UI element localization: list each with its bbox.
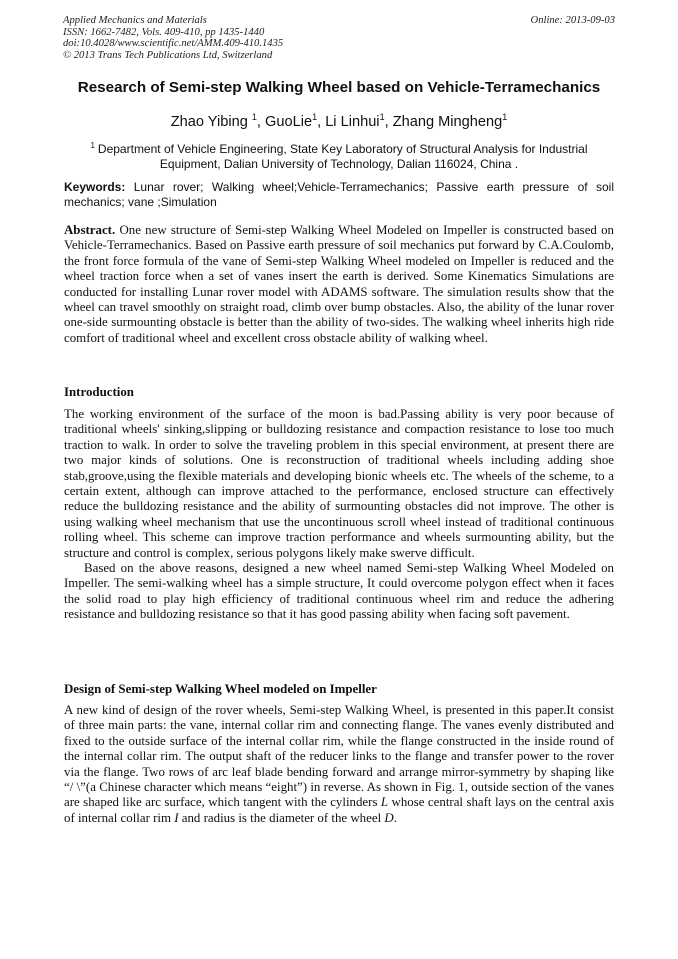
introduction-paragraph-1: The working environment of the surface of the moon is bad.Passing ability is very poor because of traditional wheels' sinking,slipping or bulldozing resistance and compaction resistance to lose too much traction to walk. In order to solve the traveling problem in this special environment, at present there are two major kinds of solutions. One is reconstruction of traditional wheels including adding shoe stab,groove,using the flexible materials and developing bionic wheels etc. The wheels of the scheme, to a certain extent, although can improve attached to the performance, enclosed structure can effectively reduce the bulldozing resistance and the ability of surmounting obstacles did not improve. The other is using walking wheel mechanism that use the uncontinuous scroll wheel instead of traditional continuous rolling wheel. This scheme can improve traction performance and wheels surmounting ability, but the structure and control is complex, serious polygons likely make swerve difficult. [64, 407, 614, 560]
design-body [64, 703, 614, 826]
author-name: Zhao Yibing [170, 114, 252, 130]
variable-L: L [380, 795, 389, 810]
variable-D: D [384, 810, 394, 825]
keywords-block [64, 180, 614, 210]
author-affiliation-mark: 1 [379, 112, 385, 122]
design-text-b: whose central shaft lays on the central axis of internal collar rim [64, 795, 615, 825]
design-text-c: and radius is the diameter of the wheel [178, 810, 385, 825]
author-name: Zhang Mingheng [392, 114, 503, 130]
affiliation-text: Department of Vehicle Engineering, State Key Laboratory of Structural Analysis for Industrial Equipment, Dalian University of Technology, Dalian 116024, China . [97, 142, 588, 171]
design-text-d: . [393, 810, 397, 825]
abstract-label: Abstract. [64, 223, 116, 237]
author-name: GuoLie [265, 114, 313, 130]
abstract-text: One new structure of Semi-step Walking Wheel Modeled on Impeller is constructed based on Vehicle-Terramechanics. Based on Passive earth pressure of soil mechanics put forward by C.A.Coulomb, the front force formula of the vane of Semi-step Walking Wheel modeled on Impeller is reduced and the wheel traction force when a set of vanes insert the earth is derived. Some Kinematics Simulations are conducted for installing Lunar rover model with ADAMS software. The simulation results show that the wheel can travel smoothly on straight road, climb over bump obstacles. Also, the ability of the lunar rover one-side surmounting obstacle is better than the ability of two-sides. The walking wheel inherits high ride comfort of traditional wheel and excellent cross obstacle ability of walking wheel. [64, 223, 614, 345]
affiliation [72, 138, 606, 172]
journal-name: Applied Mechanics and Materials [63, 15, 207, 26]
affiliation-mark: 1 [90, 141, 95, 150]
keywords-text: Lunar rover; Walking wheel;Vehicle-Terramechanics; Passive earth pressure of soil mechanics; vane ;Simulation [64, 180, 614, 209]
copyright-line: © 2013 Trans Tech Publications Ltd, Switzerland [63, 49, 273, 61]
design-text-a: A new kind of design of the rover wheels, Semi-step Walking Wheel, is presented in this paper.It consist of three main parts: the vane, internal collar rim and connecting flange. The vanes evenly distributed and fixed to the outside surface of the internal collar rim, while the flange constructed in the inside round of the internal collar rim. The output shaft of the reducer links to the flange and transfer power to the rover via the flange. Two rows of arc leaf blade bending forward and arrange mirror-symmetry by shaping like “/ \”(a Chinese character which means “eight”) in reverse. As shown in Fig. 1, outside section of the vanes are shaped like arc surface, which tangent with the cylinders [64, 703, 614, 810]
doi-line: doi:10.4028/www.scientific.net/AMM.409-410.1435 [63, 38, 284, 50]
variable-I: I [174, 810, 179, 825]
author-affiliation-mark: 1 [312, 112, 318, 122]
author-separator: , [384, 114, 393, 130]
design-heading: Design of Semi-step Walking Wheel modeled on Impeller [64, 682, 377, 696]
author-list [40, 112, 638, 130]
author-separator: , [317, 114, 326, 130]
online-date: Online: 2013-09-03 [530, 15, 615, 26]
author-separator: , [256, 114, 265, 130]
abstract-block [64, 223, 614, 346]
keywords-label: Keywords: [64, 180, 126, 194]
introduction-heading: Introduction [64, 385, 134, 399]
paper-title: Research of Semi-step Walking Wheel based on Vehicle-Terramechanics [77, 79, 601, 96]
author-name: Li Linhui [325, 114, 380, 130]
introduction-paragraph-2: Based on the above reasons, designed a new wheel named Semi-step Walking Wheel Modeled on Impeller. The semi-walking wheel has a simple structure, It could overcome polygon effect when it faces the solid road to play high efficiency of traditional continuous wheel rim and reduce the adhering resistance and bulldozing resistance so that it has good passing ability when facing soft pavement. [64, 561, 614, 622]
issn-line: ISSN: 1662-7482, Vols. 409-410, pp 1435-1440 [63, 26, 265, 38]
author-affiliation-mark: 1 [251, 112, 257, 122]
journal-header [63, 15, 615, 61]
introduction-body [64, 407, 614, 623]
design-paragraph-1 [64, 703, 614, 826]
author-affiliation-mark: 1 [502, 112, 508, 122]
